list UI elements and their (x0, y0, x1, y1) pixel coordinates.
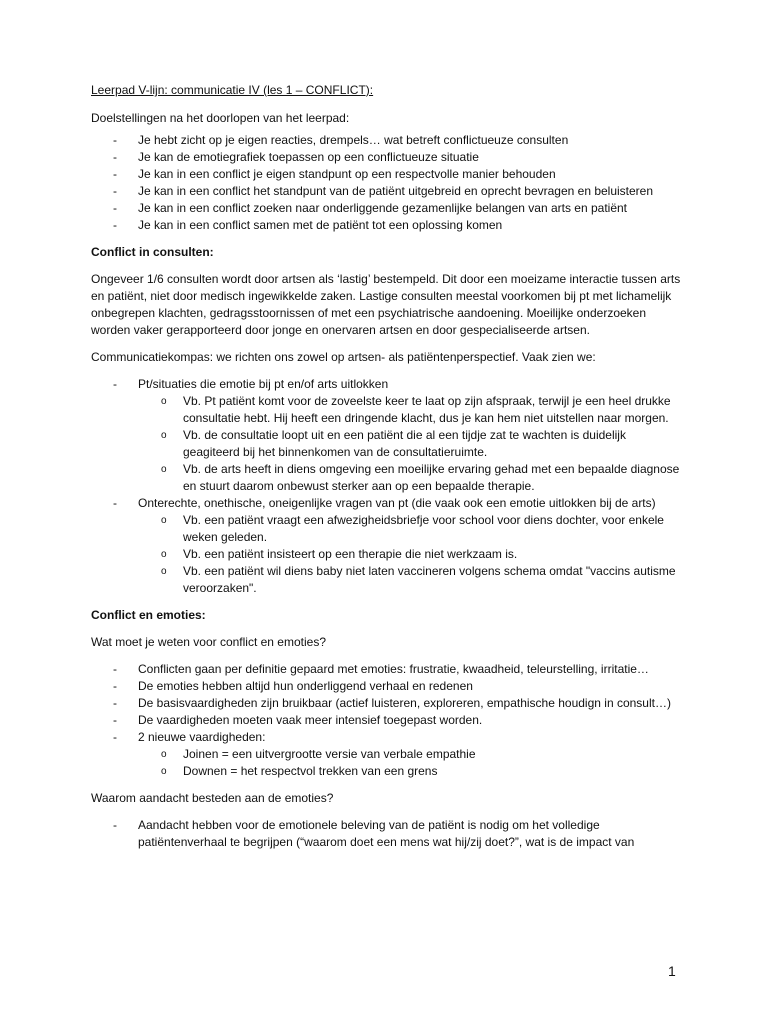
dash-bullet: - (113, 167, 117, 181)
document-title: Leerpad V-lijn: communicatie IV (les 1 – CONFLICT): (91, 83, 374, 97)
list-item-text: Je kan in een conflict zoeken naar onderliggende gezamenlijke belangen van arts en patiënt (138, 201, 627, 215)
circle-bullet: o (161, 515, 167, 526)
list-item (91, 729, 681, 780)
dash-bullet: - (113, 133, 117, 147)
sub-list-item-text: Vb. de arts heeft in diens omgeving een moeilijke ervaring gehad met een bepaalde diagnose en stuurt daarom onbewust sterker aan op een bepaalde therapie. (183, 462, 680, 493)
dash-bullet: - (113, 218, 117, 232)
sub-list-item-text: Vb. de consultatie loopt uit en een patiënt die al een tijdje zat te wachten is duidelijk geagiteerd bij het binnenkomen van de consultatieruimte. (183, 428, 626, 459)
paragraph-kompas: Communicatiekompas: we richten ons zowel op artsen- als patiëntenperspectief. Vaak zien we: (91, 350, 596, 364)
list-item-text: De emoties hebben altijd hun onderliggend verhaal en redenen (138, 679, 473, 693)
list-item (91, 376, 681, 495)
dash-bullet: - (113, 679, 117, 693)
dash-bullet: - (113, 150, 117, 164)
situations-list (91, 376, 681, 597)
list-item-text: Aandacht hebben voor de emotionele beleving van de patiënt is nodig om het volledige patiëntenverhaal te begrijpen (“waarom doet een mens wat hij/zij doet?”, wat is de impact van (138, 818, 635, 849)
list-item (91, 817, 681, 851)
dash-bullet: - (113, 696, 117, 710)
sub-list-item-text: Vb. een patiënt vraagt een afwezigheidsbriefje voor school voor diens dochter, voor enkele weken geleden. (183, 513, 664, 544)
list-item (91, 661, 681, 678)
list-item-text: Je hebt zicht op je eigen reacties, drempels… wat betreft conflictueuze consulten (138, 133, 569, 147)
circle-bullet: o (161, 430, 167, 441)
list-item (91, 200, 681, 217)
section-heading-conflict-consulten: Conflict in consulten: (91, 245, 214, 259)
sub-list-item (91, 763, 681, 780)
list-item-text: Pt/situaties die emotie bij pt en/of arts uitlokken (138, 377, 389, 391)
sub-list (138, 746, 681, 780)
list-item (91, 695, 681, 712)
sub-list-item-text: Vb. een patiënt wil diens baby niet laten vaccineren volgens schema omdat "vaccins autisme veroorzaken". (183, 564, 676, 595)
list-item (91, 495, 681, 597)
dash-bullet: - (113, 713, 117, 727)
sub-list-item (91, 461, 681, 495)
sub-list (138, 512, 681, 597)
circle-bullet: o (161, 549, 167, 560)
list-item (91, 166, 681, 183)
dash-bullet: - (113, 496, 117, 510)
sub-list-item (91, 393, 681, 427)
objectives-list (91, 132, 681, 234)
list-item-text: Conflicten gaan per definitie gepaard met emoties: frustratie, kwaadheid, teleurstelling, irritatie… (138, 662, 649, 676)
list-item (91, 678, 681, 695)
section-heading-conflict-emoties: Conflict en emoties: (91, 608, 206, 622)
dash-bullet: - (113, 662, 117, 676)
list-item (91, 183, 681, 200)
list-item-text: De basisvaardigheden zijn bruikbaar (actief luisteren, exploreren, empathische houdign in consult…) (138, 696, 671, 710)
sub-list-item (91, 512, 681, 546)
sub-list-item-text: Downen = het respectvol trekken van een grens (183, 764, 438, 778)
list-item (91, 132, 681, 149)
sub-list-item-text: Vb. Pt patiënt komt voor de zoveelste keer te laat op zijn afspraak, terwijl je een heel drukke consultatie hebt. Hij heeft een dringende klacht, dus je kan hem niet uitstellen naar morgen. (183, 394, 671, 425)
emotions-list (91, 661, 681, 780)
list-item-text: Je kan in een conflict je eigen standpunt op een respectvolle manier behouden (138, 167, 556, 181)
circle-bullet: o (161, 566, 167, 577)
list-item-text: Je kan de emotiegrafiek toepassen op een conflictueuze situatie (138, 150, 479, 164)
list-item (91, 712, 681, 729)
circle-bullet: o (161, 766, 167, 777)
page-number: 1 (668, 963, 676, 979)
reasons-list (91, 817, 681, 851)
circle-bullet: o (161, 749, 167, 760)
paragraph-consulten: Ongeveer 1/6 consulten wordt door artsen als ‘lastig’ bestempeld. Dit door een moeizame interactie tussen arts en patiënt, niet door medisch ingewikkelde zaken. Lastige consulten meestal voorkomen bij pt met lichamelijk onbegrepen klachten, gedragsstoornissen of met een psychiatrische aandoening. Moeilijke onderzoeken worden vaker gerapporteerd door jonge en onervaren artsen en door gespecialiseerde artsen. (91, 272, 681, 337)
sub-list-item-text: Vb. een patiënt insisteert op een therapie die niet werkzaam is. (183, 547, 518, 561)
list-item-text: Onterechte, onethische, oneigenlijke vragen van pt (die vaak ook een emotie uitlokken bij de arts) (138, 496, 656, 510)
list-item (91, 149, 681, 166)
question-conflict-emoties: Wat moet je weten voor conflict en emoties? (91, 635, 326, 649)
dash-bullet: - (113, 730, 117, 744)
sub-list-item (91, 746, 681, 763)
list-item (91, 217, 681, 234)
list-item-text: De vaardigheden moeten vaak meer intensief toegepast worden. (138, 713, 483, 727)
document-page (91, 82, 681, 851)
list-item-text: 2 nieuwe vaardigheden: (138, 730, 266, 744)
sub-list-item (91, 427, 681, 461)
dash-bullet: - (113, 818, 117, 832)
question-waarom: Waarom aandacht besteden aan de emoties? (91, 791, 334, 805)
sub-list (138, 393, 681, 495)
circle-bullet: o (161, 396, 167, 407)
dash-bullet: - (113, 201, 117, 215)
circle-bullet: o (161, 464, 167, 475)
sub-list-item (91, 546, 681, 563)
list-item-text: Je kan in een conflict samen met de patiënt tot een oplossing komen (138, 218, 503, 232)
dash-bullet: - (113, 184, 117, 198)
list-item-text: Je kan in een conflict het standpunt van de patiënt uitgebreid en oprecht bevragen en beluisteren (138, 184, 654, 198)
sub-list-item-text: Joinen = een uitvergrootte versie van verbale empathie (183, 747, 476, 761)
dash-bullet: - (113, 377, 117, 391)
intro-text: Doelstellingen na het doorlopen van het leerpad: (91, 111, 350, 125)
sub-list-item (91, 563, 681, 597)
